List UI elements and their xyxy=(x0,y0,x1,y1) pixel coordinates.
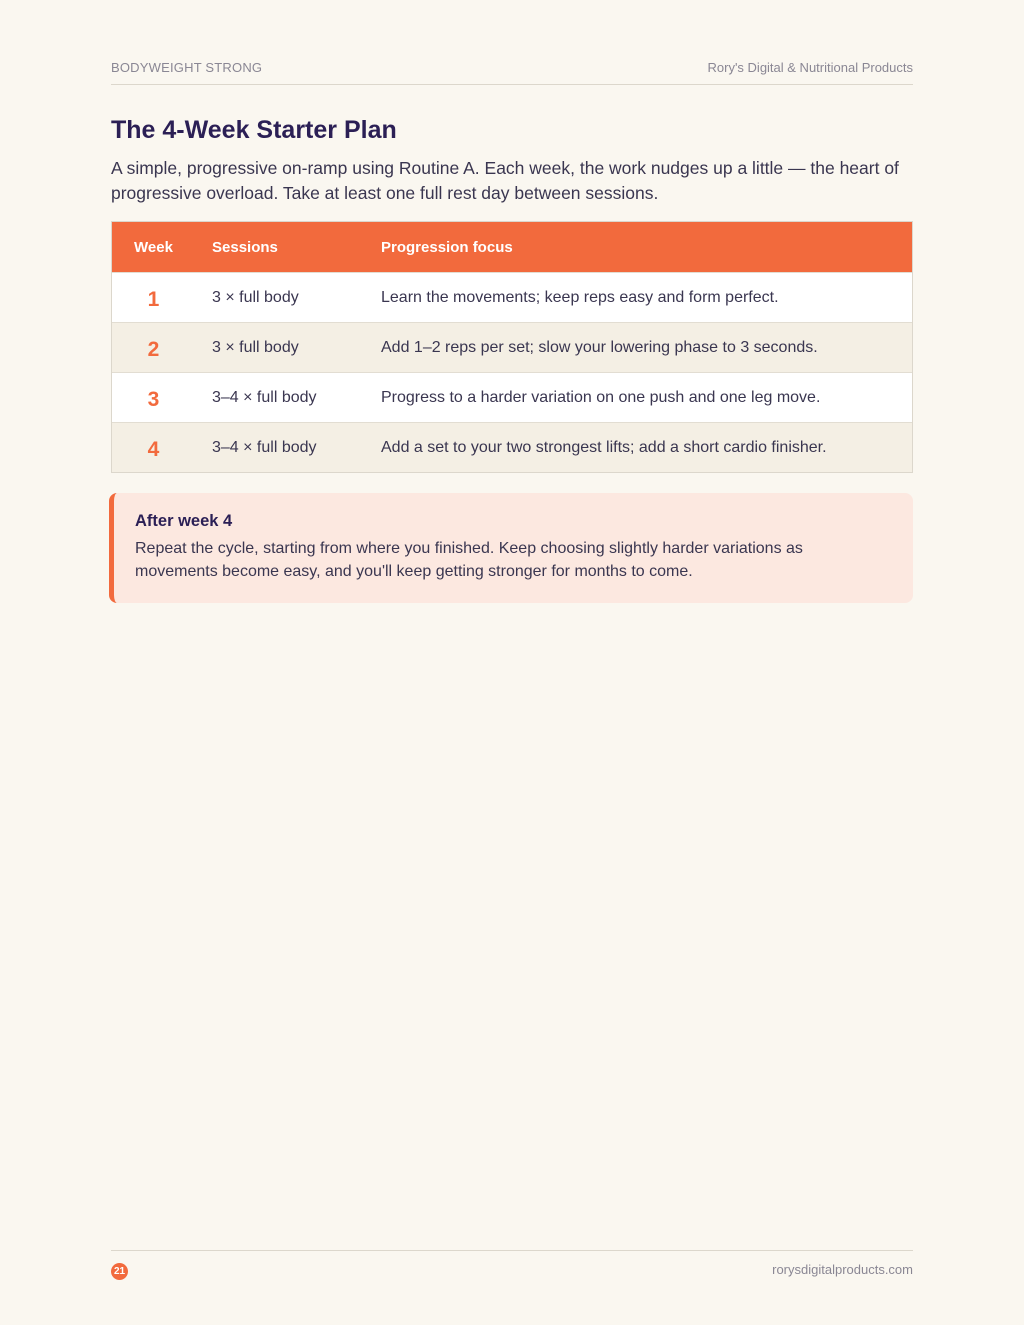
column-header-focus: Progression focus xyxy=(381,238,513,256)
intro-paragraph: A simple, progressive on-ramp using Routine A. Each week, the work nudges up a little — the heart of progressive overload. Take at least one full rest day between sessions. xyxy=(111,158,899,203)
table-row xyxy=(112,322,912,372)
page-footer xyxy=(111,1250,913,1290)
table-row xyxy=(112,422,912,472)
sessions-cell: 3 × full body xyxy=(212,338,299,356)
week-number: 2 xyxy=(147,337,160,361)
week-number: 1 xyxy=(147,287,160,311)
table-header xyxy=(112,222,912,272)
page-header xyxy=(111,60,913,85)
page-title: The 4-Week Starter Plan xyxy=(111,116,397,144)
sessions-cell: 3–4 × full body xyxy=(212,388,317,406)
week-number: 3 xyxy=(147,387,160,411)
sessions-cell: 3 × full body xyxy=(212,288,299,306)
week-number: 4 xyxy=(147,437,160,461)
publisher-name: Rory's Digital & Nutritional Products xyxy=(707,60,913,75)
after-week-callout xyxy=(109,493,913,603)
focus-cell: Add 1–2 reps per set; slow your lowering phase to 3 seconds. xyxy=(381,338,818,356)
column-header-week: Week xyxy=(134,238,173,256)
website-link[interactable]: rorysdigitalproducts.com xyxy=(772,1262,913,1277)
book-title: BODYWEIGHT STRONG xyxy=(111,60,263,75)
page-number-badge: 21 xyxy=(111,1263,128,1280)
focus-cell: Progress to a harder variation on one push and one leg move. xyxy=(381,388,821,406)
starter-plan-table xyxy=(111,221,913,473)
callout-body: Repeat the cycle, starting from where you finished. Keep choosing slightly harder variations as movements become easy, and you'll keep getting stronger for months to come. xyxy=(135,540,803,580)
table-row xyxy=(112,272,912,322)
table-row xyxy=(112,372,912,422)
focus-cell: Add a set to your two strongest lifts; add a short cardio finisher. xyxy=(381,438,827,456)
focus-cell: Learn the movements; keep reps easy and form perfect. xyxy=(381,288,779,306)
callout-title: After week 4 xyxy=(135,512,233,530)
column-header-sessions: Sessions xyxy=(212,238,278,256)
sessions-cell: 3–4 × full body xyxy=(212,438,317,456)
